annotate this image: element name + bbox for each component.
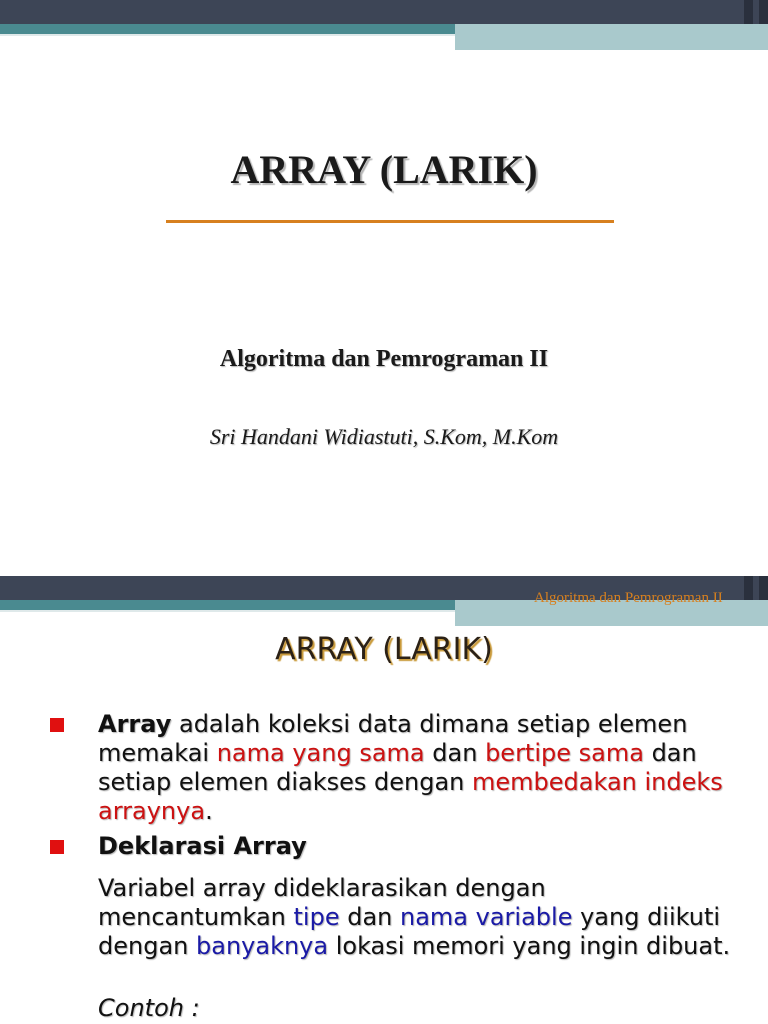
text: dan <box>339 903 400 931</box>
header-light-bar <box>455 24 768 50</box>
example-label: Contoh : <box>98 994 200 1022</box>
course-subtitle: Algoritma dan Pemrograman II <box>219 346 549 372</box>
text: lokasi memori yang ingin dibuat. <box>328 932 731 960</box>
header-divider <box>0 34 455 36</box>
highlight-text: banyaknya <box>196 932 329 960</box>
header-tile <box>759 576 768 600</box>
slide-title: ARRAY (LARIK) <box>275 632 493 667</box>
bullet-marker <box>50 718 64 732</box>
bullet-array-definition <box>98 710 738 826</box>
text: adalah koleksi data dimana setiap elemen memakai <box>98 710 688 767</box>
highlight-text: membedakan indeks arraynya <box>98 768 723 825</box>
bullet-marker <box>50 840 64 854</box>
header-tile <box>744 0 753 24</box>
term-array: Array <box>98 710 172 738</box>
header-divider <box>0 610 455 612</box>
bullet-declaration-heading: Deklarasi Array <box>98 832 307 860</box>
course-footer: Algoritma dan Pemrograman II <box>534 590 723 606</box>
header-tile <box>744 576 753 600</box>
header-bar <box>0 0 768 24</box>
text: dan setiap elemen diakses dengan <box>98 739 697 796</box>
text: dan <box>424 739 486 767</box>
text: Variabel array dideklarasikan dengan mencantumkan <box>98 874 546 931</box>
declaration-description <box>98 874 738 961</box>
highlight-text: tipe <box>293 903 340 931</box>
author-name: Sri Handani Widiastuti, S.Kom, M.Kom <box>209 424 559 449</box>
text: . <box>205 797 213 825</box>
highlight-text: bertipe sama <box>485 739 644 767</box>
highlight-text: nama variable <box>400 903 573 931</box>
title-underline <box>166 220 614 223</box>
header-tile <box>759 0 768 24</box>
slide-title: ARRAY (LARIK) <box>230 147 538 192</box>
content-slide <box>0 576 768 1024</box>
text: yang diikuti dengan <box>98 903 721 960</box>
highlight-text: nama yang sama <box>216 739 425 767</box>
